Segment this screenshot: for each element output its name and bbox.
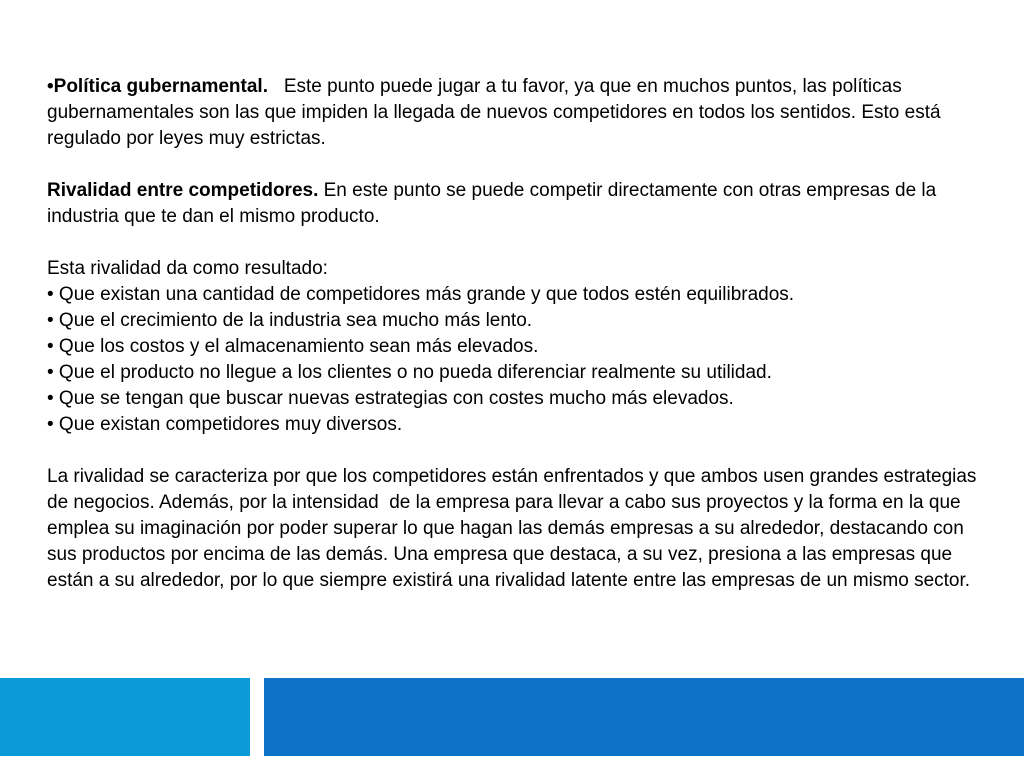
paragraph-rivalidad: [47, 178, 977, 230]
spacer: [47, 152, 977, 178]
spacer: [47, 438, 977, 464]
slide-body: [47, 74, 982, 594]
bullet-item: • Que existan competidores muy diversos.: [47, 414, 403, 435]
bullet-item: • Que el producto no llegue a los clientes o no pueda diferenciar realmente su utilidad.: [47, 362, 772, 383]
closing-paragraph: La rivalidad se caracteriza por que los competidores están enfrentados y que ambos usen grandes estrategias de negocios. Además, por la intensidad de la empresa para llevar a cabo sus proyectos y la forma en la que emplea su imaginación por poder superar lo que hagan las demás empresas a su alrededor, destacando con sus productos por encima de las demás. Una empresa que destaca, a su vez, presiona a las empresas que están a su alrededor, por lo que siempre existirá una rivalidad latente entre las empresas de un mismo sector.: [47, 466, 982, 591]
bullet-item: • Que se tengan que buscar nuevas estrategias con costes mucho más elevados.: [47, 388, 734, 409]
footer-bar-left: [0, 678, 250, 756]
footer-bar-right: [264, 678, 1024, 756]
paragraph-politica-gubernamental: [47, 74, 977, 152]
text-rivalidad: En este punto se puede competir directamente con otras empresas de la industria que te dan el mismo producto.: [47, 180, 937, 227]
bullet-item: • Que existan una cantidad de competidores más grande y que todos estén equilibrados.: [47, 284, 795, 305]
bullet-item: • Que el crecimiento de la industria sea mucho más lento.: [47, 310, 533, 331]
heading-rivalidad: Rivalidad entre competidores.: [47, 180, 319, 201]
bullet-item: • Que los costos y el almacenamiento sean más elevados.: [47, 336, 539, 357]
heading-politica-gubernamental: •Política gubernamental.: [47, 76, 268, 97]
text-politica-gubernamental: Este punto puede jugar a tu favor, ya que en muchos puntos, las políticas gubernamentales son las que impiden la llegada de nuevos competidores en todos los sentidos. Esto está regulado por leyes muy estrictas.: [47, 76, 946, 149]
list-intro: Esta rivalidad da como resultado:: [47, 258, 328, 279]
spacer: [47, 230, 977, 256]
